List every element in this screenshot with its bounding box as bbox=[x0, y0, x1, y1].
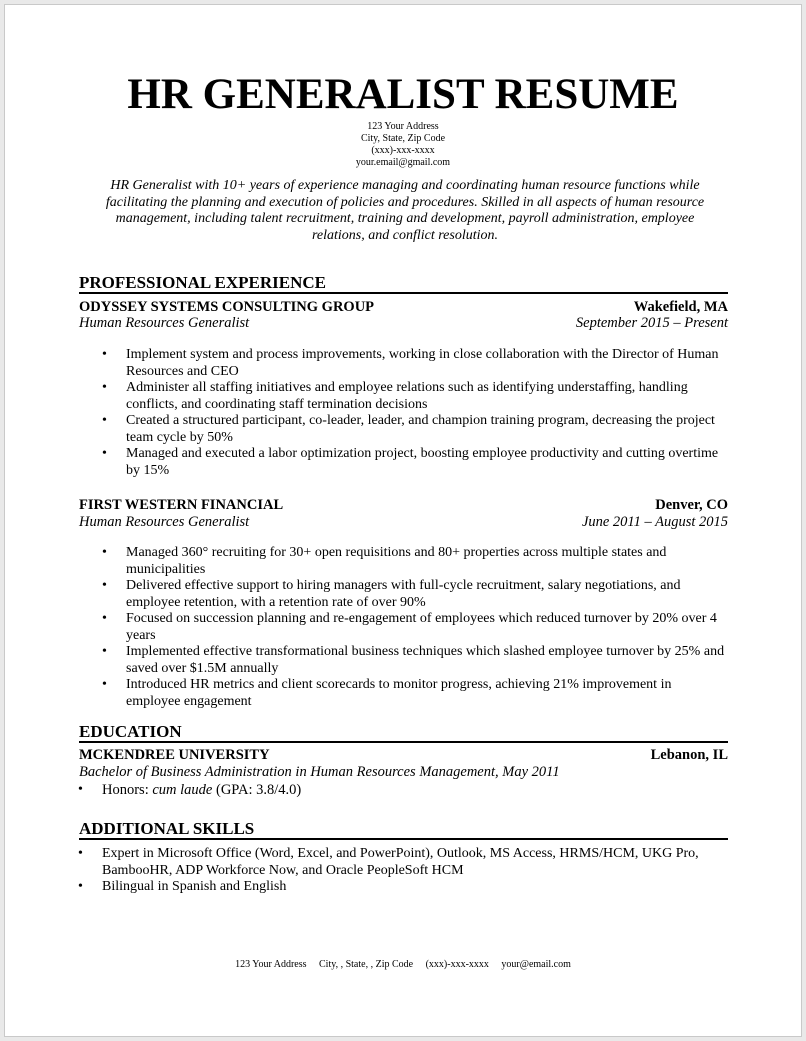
list-item: • Expert in Microsoft Office (Word, Excel, and PowerPoint), Outlook, MS Access, HRMS/HCM, UKG Pro, BambooHR, ADP Workforce Now, and Oracle PeopleSoft HCM bbox=[78, 846, 699, 878]
job-bullet-list bbox=[102, 347, 728, 479]
list-item: • Created a structured participant, co-leader, leader, and champion training program, decreasing the project team cycle by 50% bbox=[102, 413, 715, 445]
section-heading-skills: ADDITIONAL SKILLS bbox=[79, 819, 728, 840]
list-item: • Delivered effective support to hiring managers with full-cycle recruitment, salary negotiations, and employee retention, with a retention rate of over 90% bbox=[102, 578, 681, 610]
job-location: Wakefield, MA bbox=[633, 299, 728, 315]
job-dates: June 2011 – August 2015 bbox=[581, 514, 728, 530]
bullet-icon: • bbox=[78, 879, 83, 894]
list-item bbox=[78, 782, 728, 799]
contact-address: 123 Your Address bbox=[367, 121, 439, 132]
job-role: Human Resources Generalist bbox=[79, 514, 250, 530]
footer-phone: (xxx)-xxx-xxxx bbox=[425, 959, 489, 970]
bullet-icon: • bbox=[102, 413, 107, 428]
company-name: FIRST WESTERN FINANCIAL bbox=[79, 497, 284, 513]
list-item: • Implemented effective transformational business techniques which slashed employee turnover by 25% and saved over $1.5M annually bbox=[102, 644, 725, 676]
bullet-icon: • bbox=[102, 578, 107, 593]
job-header bbox=[79, 299, 728, 316]
school-location: Lebanon, IL bbox=[650, 747, 728, 763]
bullet-icon: • bbox=[102, 677, 107, 692]
degree: Bachelor of Business Administration in Human Resources Management, May 2011 bbox=[79, 764, 560, 780]
job-bullet-list bbox=[102, 545, 728, 710]
list-item: • Focused on succession planning and re-engagement of employees which reduced turnover by 20% over 4 years bbox=[102, 611, 717, 643]
list-item: • Administer all staffing initiatives and employee relations such as identifying understaffing, handling conflicts, and coordinating staff termination decisions bbox=[102, 380, 688, 412]
footer-email: your@email.com bbox=[501, 959, 571, 970]
list-item: • Bilingual in Spanish and English bbox=[78, 879, 287, 894]
footer-address: 123 Your Address bbox=[235, 959, 307, 970]
list-item: • Introduced HR metrics and client scorecards to monitor progress, achieving 21% improvement in employee engagement bbox=[102, 677, 672, 709]
contact-email: your.email@gmail.com bbox=[355, 157, 451, 168]
contact-block bbox=[5, 121, 801, 169]
bullet-icon: • bbox=[102, 347, 107, 362]
bullet-icon: • bbox=[102, 644, 107, 659]
bullet-icon: • bbox=[78, 782, 83, 797]
job-header bbox=[79, 497, 728, 514]
section-heading-education: EDUCATION bbox=[79, 722, 728, 743]
resume-page bbox=[4, 4, 802, 1037]
resume-title: HR GENERALIST RESUME bbox=[127, 71, 679, 118]
footer-contact bbox=[5, 959, 801, 971]
bullet-icon: • bbox=[102, 380, 107, 395]
bullet-icon: • bbox=[78, 846, 83, 861]
list-item: • Implement system and process improvements, working in close collaboration with the Director of Human Resources and CEO bbox=[102, 347, 719, 379]
list-item: • Managed 360° recruiting for 30+ open requisitions and 80+ properties across multiple states and municipalities bbox=[102, 545, 667, 577]
honors-list bbox=[78, 782, 728, 799]
list-item: • Managed and executed a labor optimization project, boosting employee productivity and cutting overtime by 15% bbox=[102, 446, 719, 478]
honors-value: cum laude bbox=[152, 782, 213, 798]
skills-list bbox=[78, 846, 728, 896]
bullet-icon: • bbox=[102, 446, 107, 461]
company-name: ODYSSEY SYSTEMS CONSULTING GROUP bbox=[79, 299, 375, 315]
honors-label: Honors: bbox=[102, 782, 153, 798]
job-location: Denver, CO bbox=[655, 497, 728, 513]
job-dates: September 2015 – Present bbox=[575, 315, 728, 331]
education-header bbox=[79, 747, 728, 764]
contact-city-state-zip: City, State, Zip Code bbox=[360, 133, 446, 144]
contact-phone: (xxx)-xxx-xxxx bbox=[371, 145, 435, 156]
bullet-icon: • bbox=[102, 545, 107, 560]
professional-summary: HR Generalist with 10+ years of experience managing and coordinating human resource functions while facilitating the planning and execution of policies and procedures. Skilled in all aspects of human resource management, including talent recruitment, training and development, payroll administration, employee relations, and conflict resolution. bbox=[105, 178, 705, 243]
job-subheader bbox=[79, 315, 728, 332]
section-heading-experience: PROFESSIONAL EXPERIENCE bbox=[79, 273, 728, 294]
education-degree-row bbox=[79, 764, 728, 781]
honors-gpa: (GPA: 3.8/4.0) bbox=[212, 782, 302, 798]
bullet-icon: • bbox=[102, 611, 107, 626]
school-name: MCKENDREE UNIVERSITY bbox=[79, 747, 270, 763]
job-subheader bbox=[79, 514, 728, 531]
job-role: Human Resources Generalist bbox=[79, 315, 250, 331]
footer-city: City, , State, , Zip Code bbox=[319, 959, 414, 970]
